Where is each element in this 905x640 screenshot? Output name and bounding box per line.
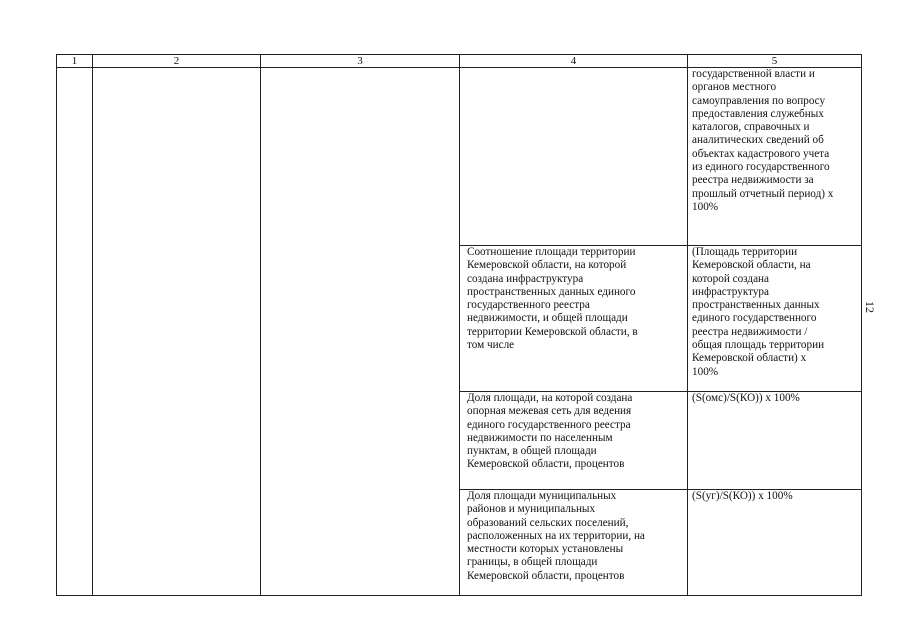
indicator-name-cell: Доля площади муниципальных районов и муниципальных образований сельских поселений, расположенных на их территории, на местности которых установлены границы, в общей площади Кемеровской области, процентов [460, 490, 688, 596]
column-header-5: 5 [688, 55, 862, 68]
column-header-2: 2 [93, 55, 261, 68]
column-header-4: 4 [460, 55, 688, 68]
col3-cell [261, 68, 460, 596]
formula-cell: (S(уг)/S(КО)) х 100% [688, 490, 862, 596]
col1-cell [57, 68, 93, 596]
formula-cell: (Площадь территории Кемеровской области, на которой создана инфраструктура пространственных данных единого государственного реестра недвижимости / общая площадь территории Кемеровской области) х 100% [688, 246, 862, 392]
page-number: 12 [863, 301, 877, 313]
indicator-name-cell: Соотношение площади территории Кемеровской области, на которой создана инфраструктура пространственных данных единого государственного реестра недвижимости, и общей площади территории Кемеровской области, в том числе [460, 246, 688, 392]
column-header-1: 1 [57, 55, 93, 68]
formula-cell: (S(омс)/S(КО)) х 100% [688, 392, 862, 490]
col2-cell [93, 68, 261, 596]
header-row [57, 55, 862, 68]
column-header-3: 3 [261, 55, 460, 68]
table-row [57, 68, 862, 246]
indicator-name-cell: Доля площади, на которой создана опорная межевая сеть для ведения единого государственного реестра недвижимости по населенным пунктам, в общей площади Кемеровской области, процентов [460, 392, 688, 490]
indicator-name-cell [460, 68, 688, 246]
formula-cell: государственной власти и органов местного самоуправления по вопросу предоставления служебных каталогов, справочных и аналитических сведений об объектах кадастрового учета из единого государственного реестра недвижимости за прошлый отчетный период) х 100% [688, 68, 862, 246]
document-table [56, 54, 862, 596]
